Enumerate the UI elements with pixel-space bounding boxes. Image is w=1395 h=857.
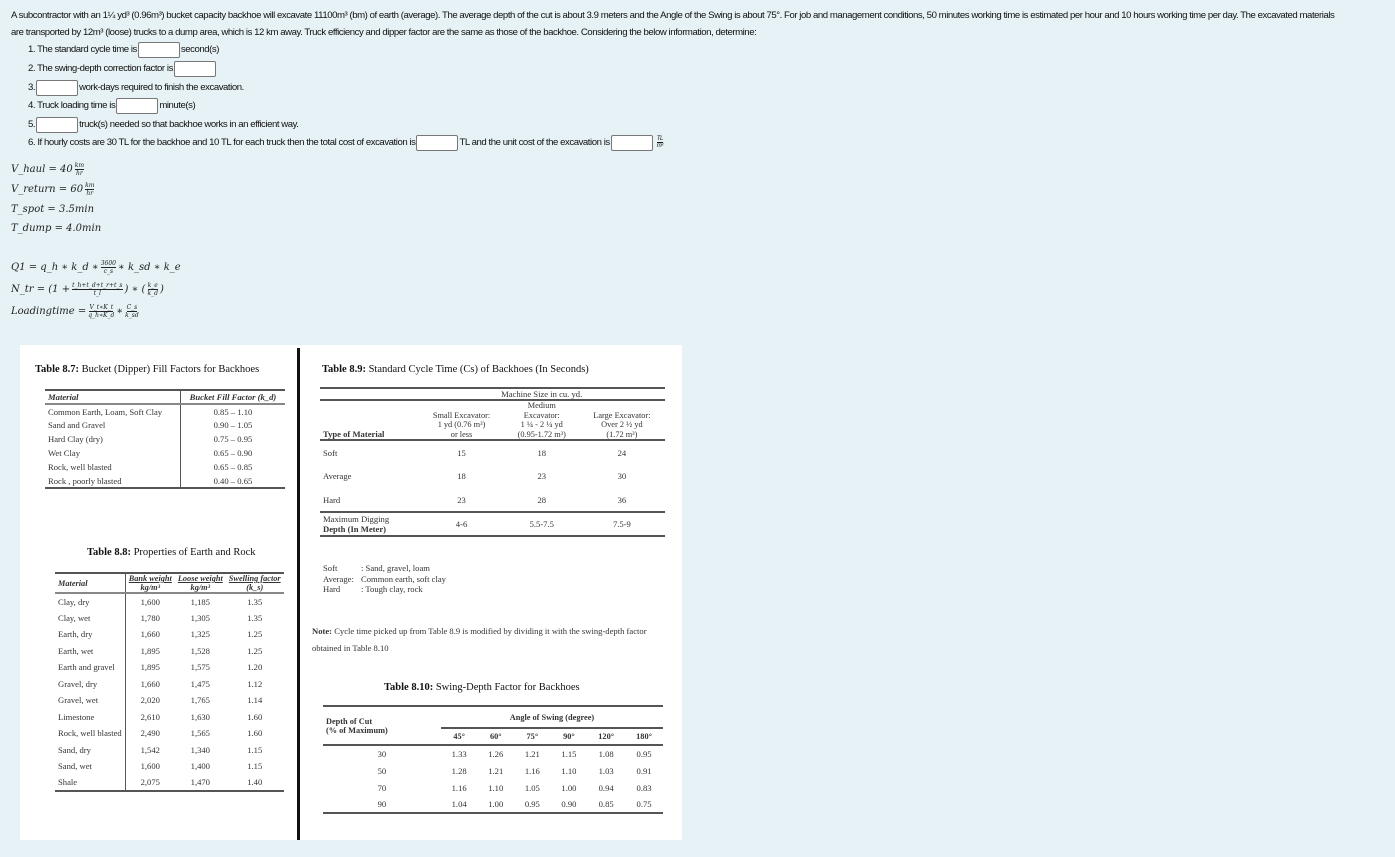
title-text: Bucket (Dipper) Fill Factors for Backhoes [78, 364, 260, 375]
table-cell: 30 [617, 471, 627, 481]
table-cell: 1.15 [247, 761, 263, 772]
table-8-8-title [87, 547, 255, 558]
given-v-haul [11, 162, 86, 177]
table-cell: 90 [377, 799, 387, 809]
table-cell: 15 [457, 447, 466, 458]
table-cell: 1.16 [524, 765, 540, 776]
angle-header: 60° [477, 728, 514, 745]
table-cell: 1,780 [125, 610, 175, 627]
table-cell: 0.85 [598, 799, 614, 809]
legend-key: Hard [323, 584, 341, 594]
blank [320, 388, 418, 400]
question-6 [28, 134, 663, 151]
unit-numerator: TL [656, 136, 663, 142]
table-cell: Hard [323, 494, 341, 505]
cell: 5.5-7.5 [505, 512, 579, 536]
table-cell: 0.40 – 0.65 [180, 474, 285, 488]
table-cell: Average [323, 471, 352, 481]
legend-value: : Sand, gravel, loam [361, 563, 430, 573]
table-cell: 1.10 [561, 765, 577, 776]
table-cell: Sand, wet [58, 761, 92, 772]
table-row [45, 404, 285, 418]
table-row [45, 446, 285, 460]
table-cell: 2,490 [125, 725, 175, 742]
fraction [72, 282, 122, 297]
angle-header: Angle of Swing (degree) [441, 706, 663, 728]
unit-header: kg/m³ [125, 583, 175, 593]
table-cell: 1,600 [125, 758, 175, 775]
header-line: or less [450, 429, 473, 439]
reference-tables-image [20, 345, 682, 840]
table-row [55, 643, 284, 660]
unit-header: (k_s) [246, 583, 264, 592]
table-cell: 1.16 [451, 782, 467, 793]
angle-header: 90° [551, 728, 588, 745]
table-cell: 23 [537, 471, 547, 481]
table-cell: 1.35 [247, 596, 263, 607]
fraction [75, 162, 84, 177]
question-unit: truck(s) needed so that backhoe works in an efficient way. [79, 119, 299, 130]
table-cell: 0.94 [598, 782, 614, 793]
table-cell: 30 [377, 749, 387, 759]
num: C_s [126, 304, 138, 311]
table-cell: 1,600 [125, 593, 175, 610]
table-cell: 1,340 [190, 744, 210, 755]
den: c_s [103, 268, 114, 275]
den: t_l [93, 290, 101, 297]
table-8-9 [320, 387, 665, 537]
table-cell: Common Earth, Loam, Soft Clay [48, 406, 163, 417]
table-cell: 1.25 [247, 645, 263, 656]
fraction [147, 282, 157, 297]
table-cell: Limestone [58, 711, 95, 722]
table-cell: 1.08 [598, 749, 614, 759]
question-3 [28, 79, 244, 96]
table-row [323, 745, 663, 762]
table-8-9-title [322, 364, 589, 375]
table-cell: 18 [457, 471, 466, 481]
col-header: Type of Material [320, 400, 418, 440]
table-cell: 0.65 – 0.90 [180, 446, 285, 460]
note [312, 623, 662, 657]
problem-statement [11, 7, 1395, 41]
group-header: Machine Size in cu. yd. [418, 388, 665, 400]
table-row [55, 593, 284, 610]
table-row [55, 692, 284, 709]
num: k_e [147, 282, 158, 289]
table-cell: 1,765 [190, 695, 210, 706]
table-cell: 28 [537, 494, 547, 505]
total-cost-input[interactable] [416, 135, 458, 151]
table-cell: 1,895 [125, 643, 175, 660]
fraction [101, 260, 116, 275]
table-cell: 0.75 – 0.95 [180, 432, 285, 446]
table-row [55, 610, 284, 627]
title-bold: Table 8.7: [35, 364, 79, 375]
den: q_h∗K_d [88, 312, 115, 319]
table-cell: Rock , poorly blasted [48, 475, 122, 486]
unit-cost-input[interactable] [611, 135, 653, 151]
question-label: 5. [28, 119, 36, 130]
question-label: 1. The standard cycle time is [28, 44, 137, 55]
legend-value: Common earth, soft clay [361, 573, 446, 584]
table-cell: 1.35 [247, 612, 263, 623]
table-cell: 1.10 [488, 782, 504, 793]
question-label: 6. If hourly costs are 30 TL for the backhoe and 10 TL for each truck then the total cost of excavation is [28, 137, 416, 148]
table-cell: 1.15 [561, 749, 577, 759]
num: 3600 [100, 260, 117, 267]
table-cell: 1,565 [190, 728, 210, 739]
col-header [125, 573, 175, 583]
den: k_sd [125, 312, 139, 319]
title-bold: Table 8.10: [384, 682, 434, 693]
work-days-input[interactable] [36, 80, 78, 96]
question-label: 3. [28, 82, 36, 93]
table-cell: 1.21 [488, 765, 504, 776]
unit-header: kg/m³ [190, 583, 211, 592]
table-cell: Sand and Gravel [48, 420, 106, 430]
legend-item [323, 563, 446, 574]
col-header [175, 573, 226, 583]
problem-line-1: A subcontractor with an 1¼ yd³ (0.96m³) bucket capacity backhoe will excavate 11100m³ (bm) of earth (average). The average depth of the cut is about 3.9 meters and the Angle of the Swing is about 75°. For job and management conditions, 50 minutes working time is estimated per hour and 10 hours working time per day. The excavated materials [11, 10, 1335, 21]
header-line: Small Excavator: [432, 410, 491, 420]
table-cell: Rock, well blasted [58, 728, 122, 739]
table-cell: 1.00 [488, 799, 504, 809]
table-cell: 0.90 – 1.05 [180, 418, 285, 432]
label: Depth (In Meter) [323, 524, 387, 534]
col-header [579, 400, 665, 440]
question-4 [28, 97, 195, 114]
table-cell: 1,660 [125, 676, 175, 693]
given-text: T_dump = 4.0min [11, 223, 102, 234]
table-cell: 1,470 [190, 777, 210, 788]
table-cell: Rock, well blasted [48, 462, 112, 472]
table-row [55, 709, 284, 726]
fraction [88, 304, 114, 319]
table-cell: Sand, dry [58, 744, 91, 755]
table-row [323, 762, 663, 779]
given-t-dump [11, 223, 101, 234]
table-cell: 1.00 [561, 782, 577, 793]
table-row [45, 460, 285, 474]
formula-text: Loadingtime = [11, 306, 87, 317]
unit-denominator: m³ [656, 143, 663, 149]
header-text: Loose weight [177, 574, 223, 583]
table-cell: 1,305 [190, 612, 210, 623]
table-cell: Clay, wet [58, 612, 91, 623]
table-row [55, 742, 284, 759]
table-cell: 1,895 [125, 659, 175, 676]
num: km [74, 162, 85, 169]
table-cell: Wet Clay [48, 448, 81, 458]
divider [297, 348, 300, 840]
table-cell: 1,630 [190, 711, 210, 722]
col-header: Material [58, 578, 88, 588]
col-header [418, 400, 504, 440]
table-cell: 70 [377, 782, 387, 793]
depth-header [323, 706, 441, 745]
note-text: Cycle time picked up from Table 8.9 is modified by dividing it with the swing-depth factor obtained in Table 8.10 [312, 626, 647, 653]
table-row [55, 626, 284, 643]
table-cell: 1.05 [524, 782, 540, 793]
table-cell: 1.20 [247, 662, 263, 673]
table-8-9-legend [323, 563, 446, 595]
formula-loading-time [11, 304, 141, 319]
given-v-return [11, 182, 96, 197]
question-label: 4. Truck loading time is [28, 100, 116, 111]
table-cell: 2,075 [125, 775, 175, 792]
formula-trucks [11, 282, 164, 297]
table-cell: 0.75 [636, 799, 652, 809]
table-cell: 1.33 [451, 749, 467, 759]
table-cell: 36 [617, 494, 627, 505]
table-row [320, 464, 665, 488]
title-text: Properties of Earth and Rock [130, 547, 256, 558]
table-cell: 1.28 [451, 765, 467, 776]
given-t-spot [11, 204, 94, 215]
given-text: T_spot = 3.5min [11, 204, 95, 215]
col-header [505, 400, 579, 440]
table-cell: 1,400 [190, 761, 210, 772]
table-8-10 [323, 705, 663, 814]
table-cell: 1.25 [247, 629, 263, 640]
table-cell: 1,542 [125, 742, 175, 759]
fraction [125, 304, 139, 319]
table-cell: 1.60 [247, 711, 263, 722]
trucks-needed-input[interactable] [36, 117, 78, 133]
table-cell: 0.95 [524, 799, 540, 809]
table-cell: 0.91 [636, 765, 652, 776]
table-cell: 1,475 [190, 678, 210, 689]
table-8-7 [45, 389, 285, 489]
table-cell: 1.03 [598, 765, 614, 776]
legend-key: Average: [323, 573, 354, 584]
table-cell: 2,610 [125, 709, 175, 726]
table-cell: Earth, wet [58, 645, 94, 656]
table-8-10-title [384, 682, 580, 693]
table-cell: 0.95 [636, 749, 652, 759]
legend-value: : Tough clay, rock [361, 584, 423, 594]
header-line: 1 ¼ - 2 ¼ yd [520, 420, 563, 429]
formula-text: N_tr = (1 + [11, 284, 71, 295]
depth-label [320, 512, 418, 536]
table-cell: 1,660 [125, 626, 175, 643]
question-unit: second(s) [180, 44, 219, 55]
table-row [323, 796, 663, 813]
table-cell: 0.83 [636, 782, 652, 793]
table-cell: Gravel, wet [58, 695, 99, 706]
angle-header: 120° [587, 728, 625, 745]
swing-depth-factor-input[interactable] [174, 61, 216, 77]
title-bold: Table 8.9: [322, 364, 366, 375]
question-unit: work-days required to finish the excavation. [79, 82, 244, 93]
header-line: Over 2 ½ yd [601, 420, 643, 429]
table-row [45, 418, 285, 432]
table-cell: 1.40 [247, 777, 263, 788]
col-header: Bucket Fill Factor (k_d) [180, 390, 285, 404]
standard-cycle-time-input[interactable] [138, 42, 180, 58]
given-text: V_return = 60 [11, 184, 84, 195]
header-line: Excavator: [523, 410, 560, 420]
table-cell: Soft [323, 447, 338, 458]
question-1 [28, 41, 219, 58]
header-text: Bank weight [128, 574, 172, 583]
note-bold: Note: [312, 626, 333, 636]
table-cell: 1.14 [247, 695, 263, 706]
problem-line-2: are transported by 12m³ (loose) trucks to a dump area, which is 12 km away. Truck efficiency and dipper factor are the same as those of the backhoe. Considering the below information, determine: [11, 27, 757, 38]
table-row [55, 758, 284, 775]
table-cell: 1,575 [190, 662, 210, 673]
table-cell: Earth and gravel [58, 662, 115, 673]
table-cell: 1,528 [190, 645, 210, 656]
num: km [85, 182, 95, 189]
table-cell: 2,020 [125, 692, 175, 709]
table-row [45, 474, 285, 488]
table-8-7-title [35, 364, 259, 375]
formula-text: Q1 = q_h ∗ k_d ∗ [11, 262, 99, 273]
table-cell: 0.65 – 0.85 [180, 460, 285, 474]
question-2 [28, 60, 217, 77]
table-row [55, 659, 284, 676]
table-cell: 0.90 [561, 799, 577, 809]
table-cell: Clay, dry [58, 596, 90, 607]
table-cell: Shale [58, 777, 78, 788]
table-cell: 18 [537, 447, 547, 458]
table-row [320, 488, 665, 512]
table-cell: 1.12 [247, 678, 263, 689]
table-cell: 1,325 [190, 629, 210, 640]
header-text: Swelling factor [228, 574, 281, 583]
num: t_h+t_d+t_r+t_s [72, 282, 123, 289]
formula-text: ) [159, 284, 164, 295]
cell: 7.5-9 [579, 512, 665, 536]
label: Maximum Digging [323, 514, 390, 524]
table-cell: 0.85 – 1.10 [180, 404, 285, 418]
table-row [320, 440, 665, 464]
unit-fraction [657, 136, 663, 149]
legend-key: Soft [323, 563, 338, 573]
table-cell: Gravel, dry [58, 678, 98, 689]
table-cell: 1.60 [247, 728, 263, 739]
title-text: Swing-Depth Factor for Backhoes [433, 682, 580, 693]
formula-text: ∗ k_sd ∗ k_e [118, 262, 181, 273]
truck-loading-time-input[interactable] [116, 98, 158, 114]
angle-header: 75° [514, 728, 551, 745]
table-row [55, 775, 284, 792]
table-cell: 50 [377, 765, 387, 776]
table-row [323, 779, 663, 796]
table-8-8 [55, 572, 284, 792]
legend-item [323, 574, 446, 585]
header-line: (0.95-1.72 m³) [517, 429, 566, 439]
table-row [45, 432, 285, 446]
col-header [226, 573, 284, 583]
angle-header: 180° [625, 728, 663, 745]
table-cell: Earth, dry [58, 629, 93, 640]
legend-item [323, 584, 446, 595]
den: hr [86, 190, 94, 197]
title-bold: Table 8.8: [87, 547, 131, 558]
table-cell: 1.15 [247, 744, 263, 755]
question-label: 2. The swing-depth correction factor is [28, 63, 173, 74]
title-text: Standard Cycle Time (Cs) of Backhoes (In Seconds) [365, 364, 589, 375]
table-cell: Hard Clay (dry) [48, 434, 103, 444]
den: k_d [147, 290, 158, 297]
num: V_t∗K_t [89, 304, 114, 311]
table-row [55, 725, 284, 742]
formula-text: ) ∗ ( [124, 284, 146, 295]
label: (% of Maximum) [326, 725, 388, 735]
table-cell: 23 [457, 494, 466, 505]
header-line: Medium [527, 401, 556, 410]
question-5 [28, 116, 299, 133]
table-row [55, 676, 284, 693]
header-line: 1 yd (0.76 m³) [437, 420, 486, 429]
question-unit: minute(s) [159, 100, 196, 111]
table-cell: 1.26 [488, 749, 504, 759]
cell: 4-6 [418, 512, 504, 536]
header-line: (1.72 m³) [606, 429, 638, 439]
table-cell: 1.04 [451, 799, 467, 809]
table-cell: 24 [617, 447, 627, 458]
question-label-2: TL and the unit cost of the excavation is [459, 137, 610, 148]
header-line: Large Excavator: [593, 410, 651, 420]
formula-text: ∗ [116, 306, 124, 317]
table-cell: 1.21 [524, 749, 540, 759]
formula-production [11, 260, 181, 275]
angle-header: 45° [441, 728, 478, 745]
fraction [85, 182, 94, 197]
col-header: Material [45, 390, 180, 404]
table-cell: 1,185 [190, 596, 210, 607]
den: hr [76, 170, 83, 177]
given-text: V_haul = 40 [11, 164, 73, 175]
label: Depth of Cut [326, 716, 373, 726]
